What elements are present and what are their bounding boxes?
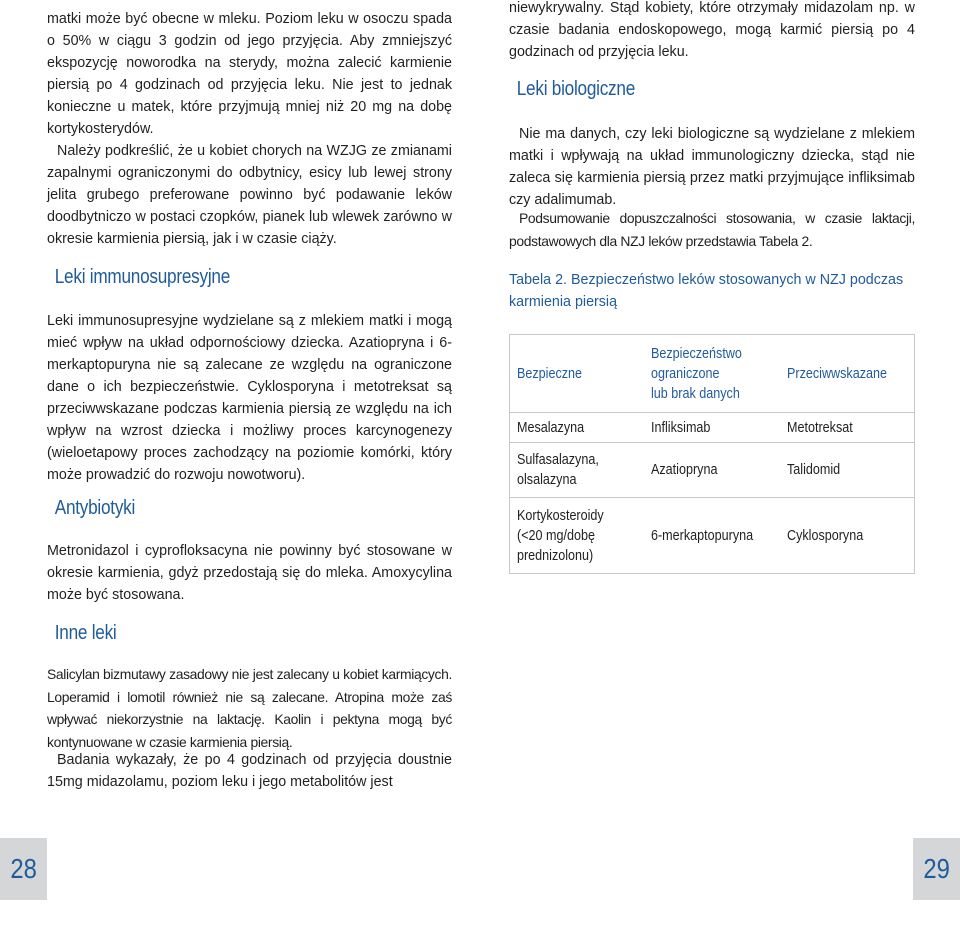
paragraph-antibiotics: Metronidazol i cyprofloksacyna nie powinny być stosowane w okresie karmienia, gdyż przedostają się do mleka. Amoxycylina może być stosowana. [47, 543, 452, 603]
table-row [510, 498, 915, 574]
paragraph-midazolam: Badania wykazały, że po 4 godzinach od przyjęcia doustnie 15mg midazolamu, poziom leku i jego metabolitów jest [47, 752, 452, 790]
paragraph-other-drugs: Salicylan bizmutawy zasadowy nie jest zalecany u kobiet karmiących. Loperamid i lomotil również nie są zalecane. Atropina może zaś wpływać niekorzystnie na laktację. Kaolin i pektyna mogą być kontynuowane w czasie karmienia piersią. [47, 666, 452, 750]
cell-safe: Sulfasalazyna, olsalazyna [510, 443, 644, 498]
paragraph-immunosuppressants: Leki immunosupresyjne wydzielane są z mlekiem matki i mogą mieć wpływ na układ odpornościowy dziecka. Azatiopryna i 6-merkaptopuryna nie są zalecane ze względu na ograniczone dane o ich bezpieczeństwie. Cyklosporyna i metotreksat są przeciwwskazane podczas karmienia piersią ze względu na ich wpływ na wzrost dziecka i możliwy proces karcynogenezy (wieloetapowy proces zachodzący na poziomie komórki, który może prowadzić do rozwoju nowotworu). [47, 313, 452, 483]
cell-safe: Mesalazyna [510, 413, 644, 443]
cell-limited: Azatiopryna [644, 443, 780, 498]
paragraph-midazolam-end: niewykrywalny. Stąd kobiety, które otrzymały midazolam np. w czasie badania endoskopowego, mogą karmić piersią po 4 godzinach od przyjęcia leku. [509, 0, 915, 60]
cell-contraindicated: Talidomid [780, 443, 915, 498]
heading-antibiotics: Antybiotyki [54, 497, 136, 519]
table-row [510, 413, 915, 443]
paragraph-rectal-treatment: Należy podkreślić, że u kobiet chorych na WZJG ze zmianami zapalnymi ograniczonymi do odbytnicy, esicy lub lewej strony jelita grubego preferowane powinno być podawanie leków doodbytniczo w postaci czopków, pianek lub wlewek zarówno w okresie karmienia piersią, jak i w czasie ciąży. [47, 143, 452, 247]
paragraph-corticosteroids-end: matki może być obecne w mleku. Poziom leku w osoczu spada o 50% w ciągu 3 godzin od jego przyjęcia. Aby zmniejszyć ekspozycję noworodka na sterydy, można zalecić karmienie piersią po 4 godzinach od przyjęcia leku. Nie jest to jednak konieczne u matek, które przyjmują mniej niż 20 mg na dobę kortykosterydów. [47, 11, 452, 137]
heading-immunosuppressants: Leki immunosupresyjne [54, 266, 231, 288]
cell-limited: Infliksimab [644, 413, 780, 443]
paragraph-biologics: Nie ma danych, czy leki biologiczne są wydzielane z mlekiem matki i wpływają na układ immunologiczny dziecka, stąd nie zaleca się karmienia piersią przez matki przyjmujące infliksimab czy adalimumab. [509, 126, 915, 208]
heading-biologics: Leki biologiczne [516, 78, 636, 100]
table-header-row [510, 335, 915, 413]
page-number-right: 29 [913, 838, 960, 900]
header-contraindicated: Przeciwwskazane [780, 335, 915, 413]
page-number-left: 28 [0, 838, 47, 900]
cell-limited: 6-merkaptopuryna [644, 498, 780, 574]
cell-contraindicated: Metotreksat [780, 413, 915, 443]
cell-contraindicated: Cyklosporyna [780, 498, 915, 574]
table-row [510, 443, 915, 498]
cell-safe: Kortykosteroidy (<20 mg/dobę prednizolonu) [510, 498, 644, 574]
table-caption: Tabela 2. Bezpieczeństwo leków stosowanych w NZJ podczas karmienia piersią [509, 272, 904, 310]
header-limited: Bezpieczeństwo ograniczone lub brak danych [644, 335, 780, 413]
paragraph-summary: Podsumowanie dopuszczalności stosowania, w czasie laktacji, podstawowych dla NZJ leków przedstawia Tabela 2. [509, 210, 915, 249]
heading-other-drugs: Inne leki [54, 622, 117, 644]
safety-table [509, 334, 915, 574]
header-safe: Bezpieczne [510, 335, 644, 413]
